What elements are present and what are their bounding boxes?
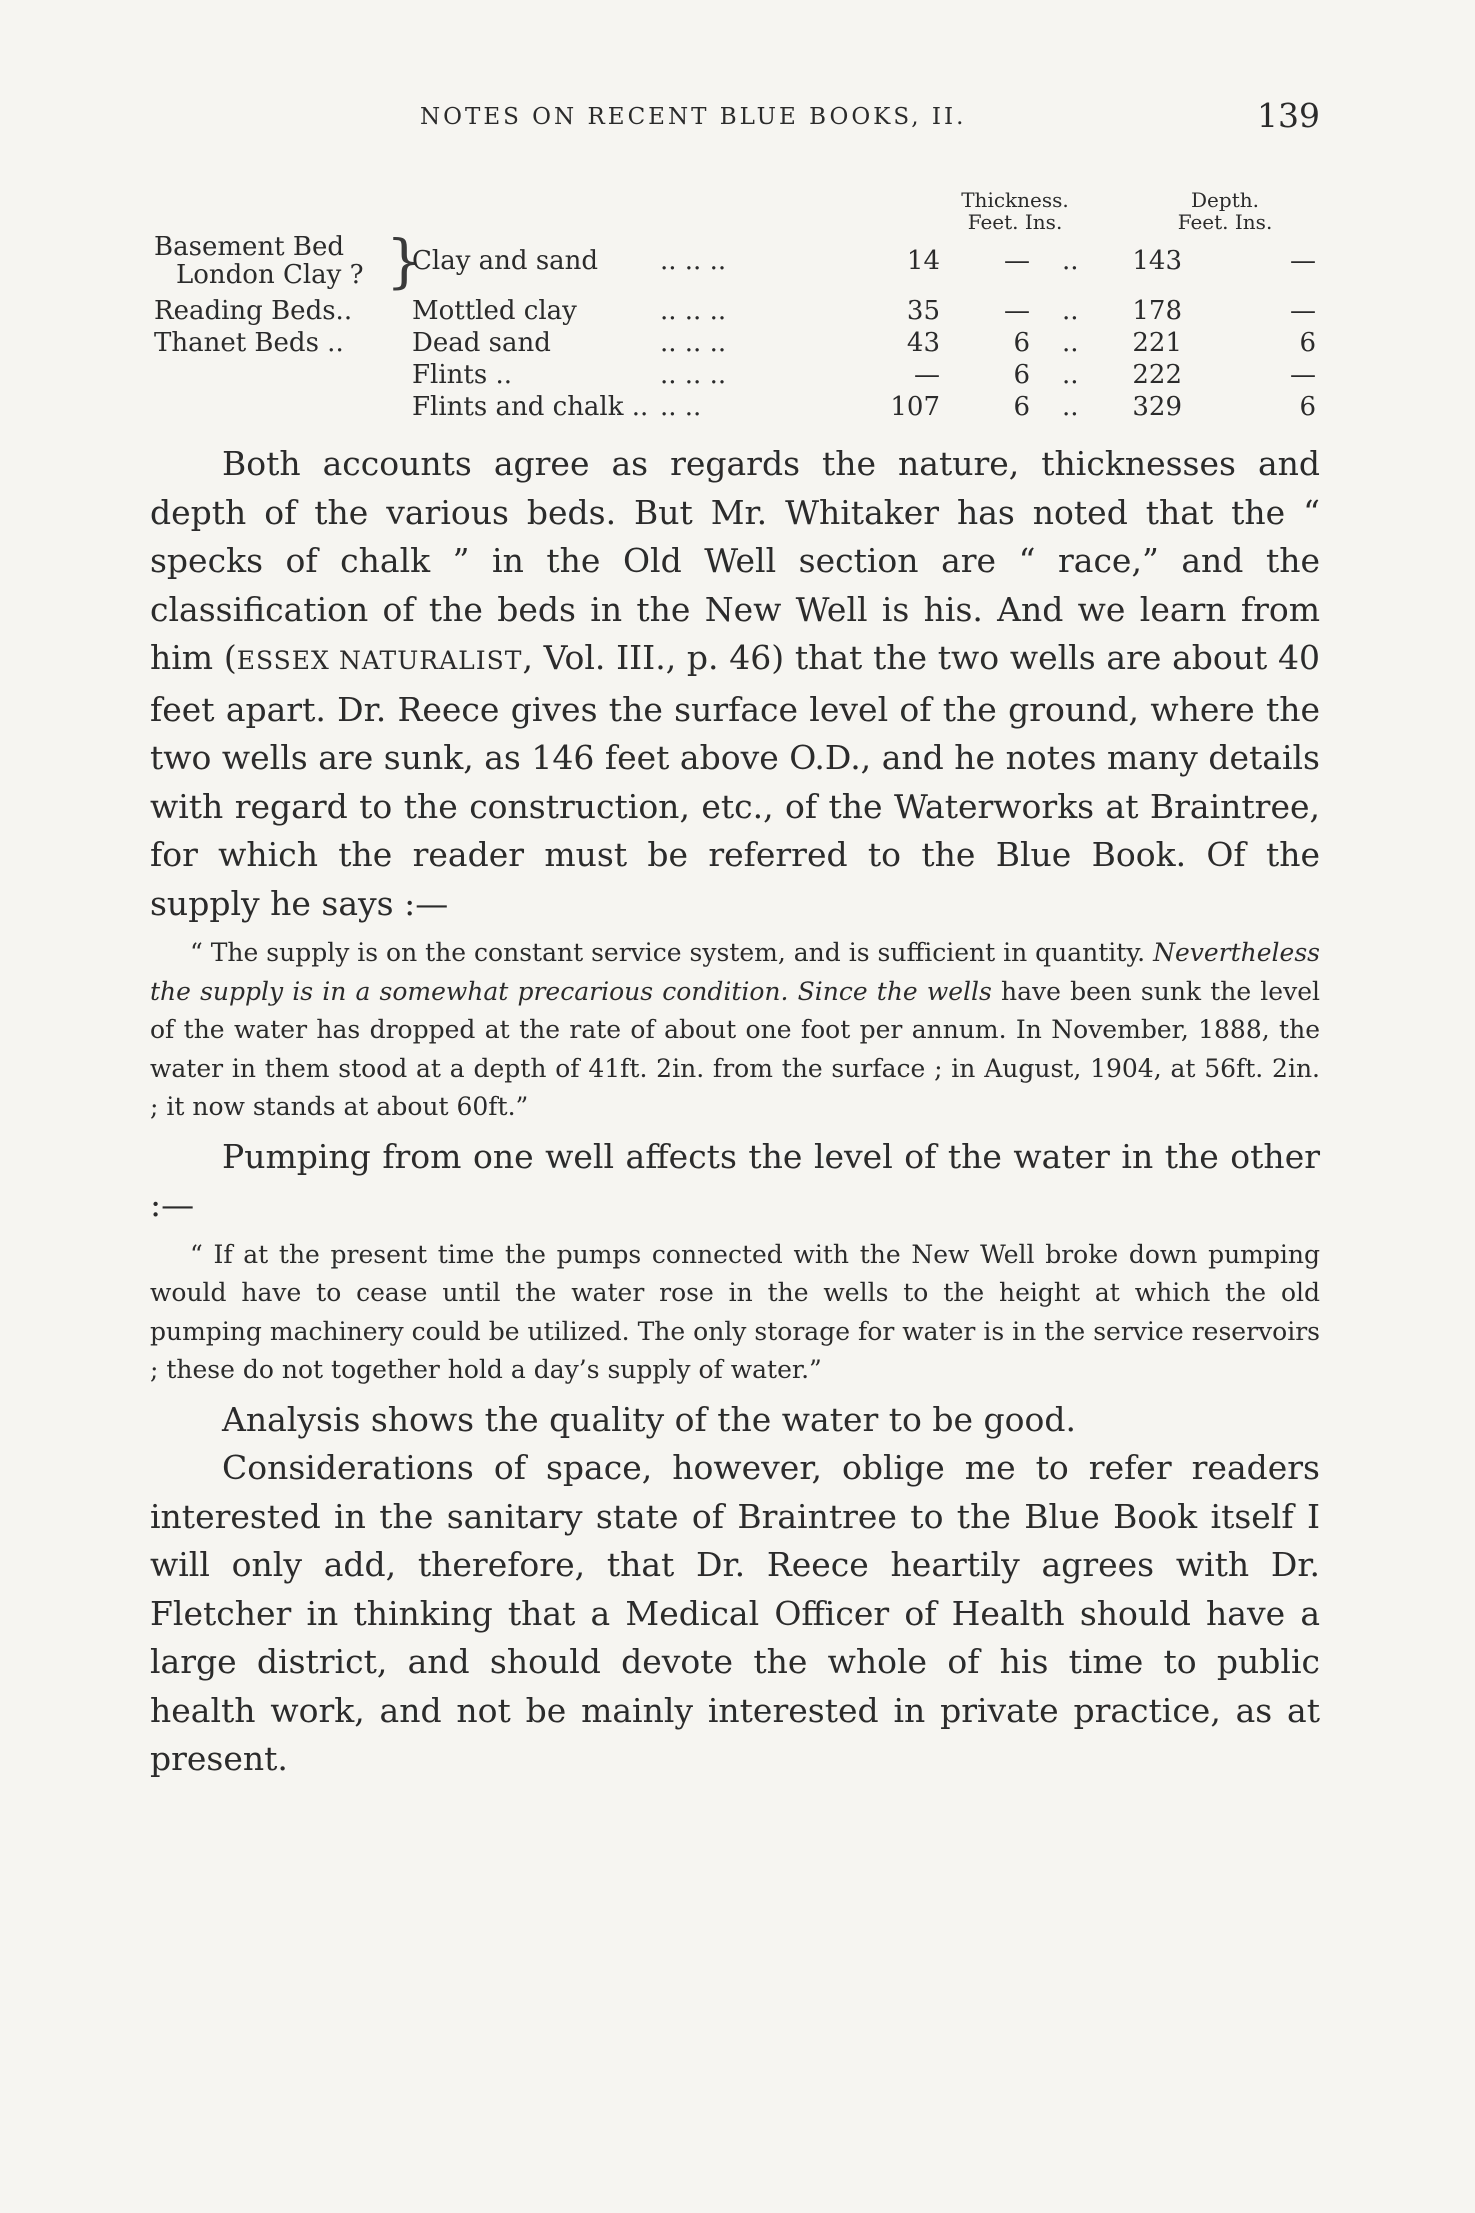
depth-units-heading: Feet. Ins. [1177, 210, 1273, 234]
material: Flints and chalk .. [412, 392, 649, 422]
quote-pumps: “ If at the present time the pumps connected with the New Well broke down pumping would have to cease until the water rose in the wells to the height at which the old pumping machinery could be utilized. The only storage for water is in the service reservoirs ; these do not together hold a day’s supply of water.” [150, 1239, 1320, 1384]
depth-feet: 221 [1132, 328, 1182, 358]
leader-dots: .. .. .. [660, 328, 727, 358]
leader-dots: .. .. .. [660, 360, 727, 390]
quote-supply-italic: Nevertheless the supply is in a somewhat precarious condition. Since the wells [150, 938, 1320, 1006]
thickness-heading: Thickness. [961, 188, 1069, 212]
material: Mottled clay [412, 296, 577, 326]
group-label-basement-bed: Basement Bed [154, 232, 344, 262]
paragraph-considerations: Considerations of space, however, oblige me to refer readers interested in the sanitary state of Braintree to the Blue Book itself I will only add, therefore, that Dr. Reece heartily agrees with Dr. Fletcher in thinking that a Medical Officer of Health should have a large district, and should devote the whole of his time to public health work, and not be mainly interested in private practice, as at present. [150, 1448, 1320, 1778]
running-title: NOTES ON RECENT BLUE BOOKS, II. [420, 104, 967, 130]
table-row [150, 246, 1320, 280]
group-label-london-clay: London Clay ? [176, 260, 364, 290]
thickness-feet: 107 [890, 392, 940, 422]
well-section-table [150, 188, 1320, 438]
depth-inches: — [1290, 296, 1316, 326]
thickness-feet: 35 [906, 296, 940, 326]
separator-dots: .. [1062, 296, 1079, 326]
depth-feet: 143 [1132, 246, 1182, 276]
journal-name: ESSEX NATURALIST [236, 646, 523, 675]
body-text [150, 440, 1320, 1784]
depth-inches: — [1290, 360, 1316, 390]
brace-mark: } [386, 227, 423, 295]
thickness-inches: 6 [1013, 392, 1030, 422]
paragraph-accounts-text-a: Both accounts agree as regards the nature, thicknesses and depth of the various beds. But Mr. Whitaker has noted that the “ specks of chalk ” in the Old Well section are “ race,” and the classification of the beds in the New Well is his. And we learn from him ( [150, 444, 1320, 677]
paragraph-pumping: Pumping from one well affects the level of the water in the other :— [150, 1136, 1320, 1224]
depth-feet: 329 [1132, 392, 1182, 422]
paragraph-analysis: Analysis shows the quality of the water to be good. [222, 1399, 1077, 1439]
depth-inches: — [1290, 246, 1316, 276]
depth-inches: 6 [1299, 328, 1316, 358]
thickness-inches: — [1004, 296, 1030, 326]
thickness-feet: — [914, 360, 940, 390]
separator-dots: .. [1062, 392, 1079, 422]
quote-supply-text-a: “ The supply is on the constant service system, and is sufficient in quantity. [190, 938, 1154, 967]
leader-dots: .. .. [660, 392, 702, 422]
thickness-feet: 14 [906, 246, 940, 276]
depth-inches: 6 [1299, 392, 1316, 422]
material: Clay and sand [412, 246, 599, 276]
material: Dead sand [412, 328, 551, 358]
paragraph-accounts [150, 440, 1320, 928]
separator-dots: .. [1062, 328, 1079, 358]
running-header [150, 96, 1320, 140]
table-row [150, 296, 1320, 330]
thickness-inches: — [1004, 246, 1030, 276]
depth-heading: Depth. [1191, 188, 1259, 212]
material: Flints .. [412, 360, 513, 390]
thickness-inches: 6 [1013, 360, 1030, 390]
page-number: 139 [1257, 96, 1320, 135]
depth-feet: 178 [1132, 296, 1182, 326]
thickness-units-heading: Feet. Ins. [967, 210, 1063, 234]
separator-dots: .. [1062, 360, 1079, 390]
leader-dots: .. .. .. [660, 246, 727, 276]
table-row [150, 328, 1320, 362]
thickness-feet: 43 [906, 328, 940, 358]
leader-dots: .. .. .. [660, 296, 727, 326]
separator-dots: .. [1062, 246, 1079, 276]
table-row [150, 360, 1320, 394]
quote-supply-text-b: have been sunk the level of the water has dropped at the rate of about one foot per annum. In November, 1888, the water in them stood at a depth of 41ft. 2in. from the surface ; in August, 1904, at 56ft. 2in. ; it now stands at about 60ft.” [150, 976, 1320, 1121]
quote-supply [150, 934, 1320, 1127]
bed-name: Thanet Beds .. [154, 328, 344, 358]
depth-feet: 222 [1132, 360, 1182, 390]
paragraph-accounts-text-b: , Vol. III., p. 46) that the two wells are about 40 feet apart. Dr. Reece gives the surface level of the ground, where the two wells are sunk, as 146 feet above O.D., and he notes many details with regard to the construction, etc., of the Waterworks at Braintree, for which the reader must be referred to the Blue Book. Of the supply he says :— [150, 638, 1320, 923]
bed-name: Reading Beds.. [154, 296, 353, 326]
table-row [150, 392, 1320, 426]
thickness-inches: 6 [1013, 328, 1030, 358]
